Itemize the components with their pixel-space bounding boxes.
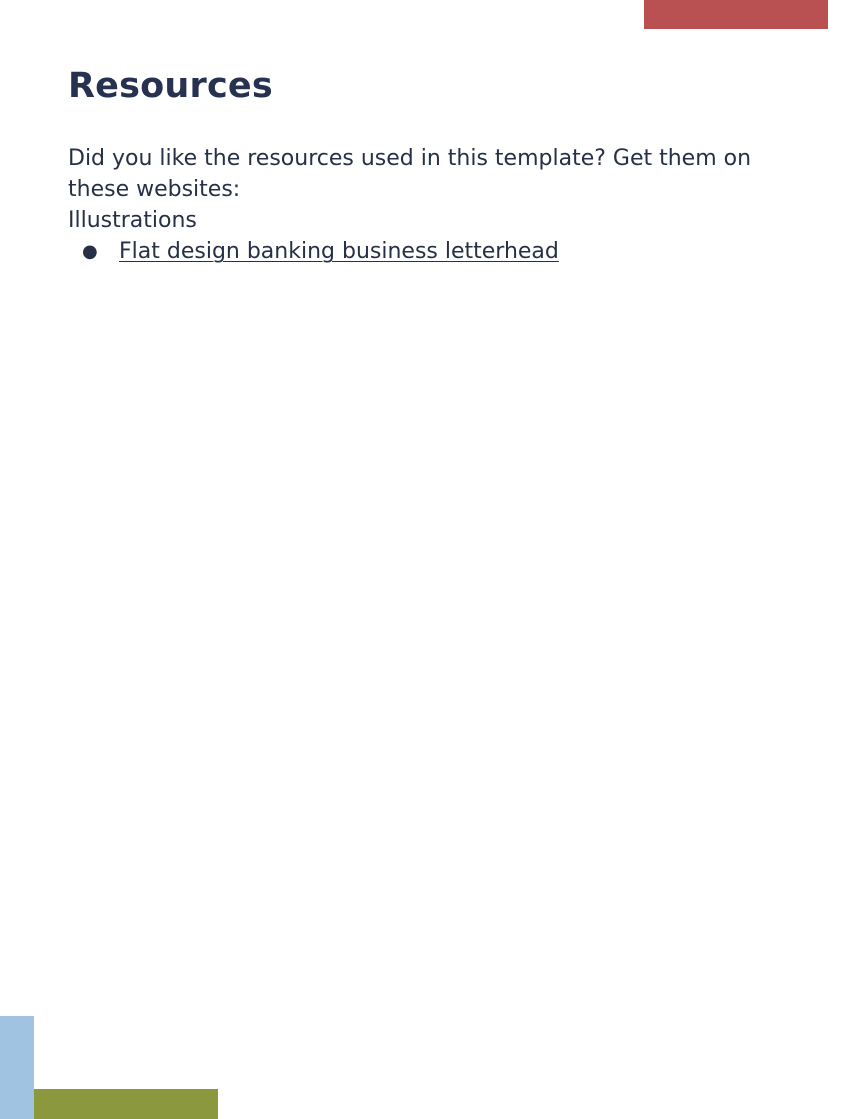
bottom-left-blue-accent-bar — [0, 1016, 34, 1119]
resource-list-item — [68, 236, 778, 267]
illustrations-label: Illustrations — [68, 208, 197, 233]
resources-intro: Did you like the resources used in this template? Get them on these websites: — [68, 146, 752, 202]
top-right-accent-bar — [644, 0, 828, 29]
bullet-icon: ● — [82, 241, 98, 262]
resource-list — [68, 236, 778, 267]
bottom-left-green-accent-bar — [34, 1089, 218, 1119]
page-title: Resources — [68, 66, 273, 106]
resources-content — [68, 143, 778, 267]
resource-link[interactable]: Flat design banking business letterhead — [119, 239, 559, 264]
